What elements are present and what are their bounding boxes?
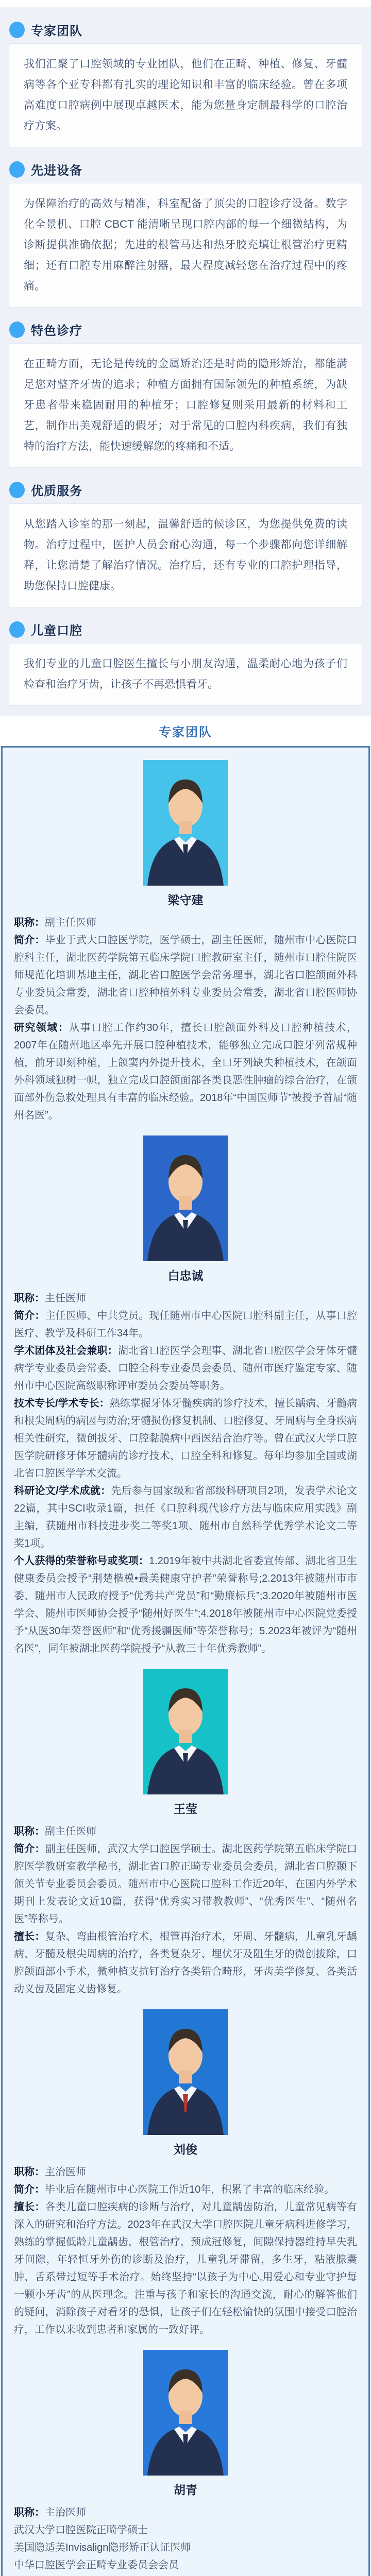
section-advanced-equipment	[0, 160, 371, 307]
section-children-dental	[0, 620, 371, 705]
doctor-card-3	[14, 1669, 357, 1998]
field-text: 主治医师	[45, 2166, 86, 2178]
doctor-field	[14, 2574, 357, 2576]
doctor-field	[14, 914, 357, 931]
doctor-photo	[143, 2009, 228, 2135]
team-title-band	[0, 716, 371, 746]
section-title: 儿童口腔	[31, 624, 82, 638]
field-label: 科研论文/学术成就：	[14, 1485, 111, 1497]
section-body: 我们汇聚了口腔领域的专业团队，他们在正畸、种植、修复、牙髓病等各个亚专科都有扎实的理论知识和丰富的临床经验。曾在多项高难度口腔病例中展现卓越医术，能为您量身定制最科学的口腔治疗方案。	[24, 58, 347, 132]
doctor-field	[14, 1342, 357, 1395]
section-card	[9, 643, 362, 705]
doctor-photo	[143, 760, 228, 886]
doctor-name: 胡青	[174, 2483, 197, 2497]
bullet-icon	[9, 161, 25, 178]
bullet-icon	[9, 482, 25, 498]
field-text: 毕业于武大口腔医学院，医学硕士，副主任医师，随州市中心医院口腔科主任，湖北医药学院第五临床学院口腔教研室主任，随州市口腔住院医师规范化培训基地主任，湖北省口腔医学会常务理事，湖北省口腔颌面外科专业委员会常委，湖北省口腔种植外科专业委员会常委，湖北省口腔医师协会委员。	[14, 935, 357, 1016]
section-quality-service	[0, 481, 371, 607]
doctor-name: 王莹	[174, 1802, 197, 1816]
section-body: 在正畸方面，无论是传统的金属矫治还是时尚的隐形矫治，都能满足您对整齐牙齿的追求；种植方面拥有国际领先的种植系统，为缺牙患者带来稳固耐用的种植牙；口腔修复则采用最新的材料和工艺，制作出美观舒适的假牙；对于常见的口腔内科疾病，我们有独特的治疗方法，能快速缓解您的疼痛和不适。	[24, 358, 347, 452]
field-label: 职称：	[14, 2507, 45, 2518]
field-text: 主任医师	[45, 1293, 86, 1304]
doctor-field	[14, 1840, 357, 1928]
doctor-field	[14, 2539, 357, 2556]
field-label: 学术团体及社会兼职：	[14, 1345, 118, 1357]
doctor-card-5	[14, 2350, 357, 2576]
section-card	[9, 44, 362, 147]
field-label: 个人获得的荣誉称号或奖项：	[14, 1555, 149, 1567]
section-heading	[9, 620, 362, 638]
bullet-icon	[9, 321, 25, 338]
doctor-field	[14, 2521, 357, 2539]
field-label: 简介：	[14, 935, 45, 946]
doctor-field	[14, 2198, 357, 2338]
doctor-card-2	[14, 1136, 357, 1657]
section-body: 为保障治疗的高效与精准，科室配备了顶尖的口腔诊疗设备。数字化全景机、口腔 CBCT 能清晰呈现口腔内部的每一个细微结构，为诊断提供准确依据；先进的根管马达和热牙胶充填让根管治疗更精细；还有口腔专用麻醉注射器，最大程度减轻您在治疗过程中的疼痛。	[24, 198, 347, 292]
doctor-field	[14, 2556, 357, 2574]
doctor-field	[14, 1552, 357, 1657]
doctor-card-1	[14, 760, 357, 1124]
person-avatar-icon	[143, 1136, 228, 1261]
person-avatar-icon	[143, 760, 228, 886]
field-text: 1.2019年被中共湖北省委宣传部、湖北省卫生健康委员会授予“荆楚楷模•最美健康守护者”荣誉称号;2.2013年被随州市市委、随州市人民政府授予“优秀共产党员”和“勤廉标兵”;3.2020年被随州市医学会、随州市医师协会授予“随州好医生”;4.2018年被随州市中心医院党委授予“从医30年荣誉医师”和“优秀援疆医师”等荣誉称号；5.2023年被评为“随州名医”，同年被湖北医药学院授予“从教三十年优秀教师”。	[14, 1555, 358, 1654]
person-avatar-icon	[143, 1669, 228, 1794]
field-label: 职称：	[14, 1293, 45, 1304]
field-text: 各类儿童口腔疾病的诊断与治疗，对儿童龋齿防治，儿童常见病等有深入的研究和治疗方法。2023年在武汉大学口腔医院儿童牙病科进修学习，熟练的掌握低龄儿童龋齿，根管治疗，预成冠修复，间隙保持器维持早失乳牙间隙，年轻恒牙外伤的诊断及治疗，儿童乳牙滞留，多生牙，粘液腺囊肿，舌系带过短等手术治疗。始终坚持“以孩子为中心,用爱心和专业守护每一颗小牙齿”的从医理念。注重与孩子和家长的沟通交流，耐心的解答他们的疑问，消除孩子对看牙的恐惧，让孩子们在轻松愉快的氛围中接受口腔治疗，工作以来收到患者和家属的一致好评。	[14, 2201, 357, 2335]
field-label: 职称：	[14, 917, 45, 928]
doctor-field	[14, 931, 357, 1019]
doctor-field	[14, 1019, 357, 1124]
doctor-name: 梁守建	[167, 893, 204, 907]
field-label: 职称：	[14, 1826, 45, 1837]
section-heading	[9, 481, 362, 499]
field-label: 简介：	[14, 2184, 45, 2195]
field-text: 湖北省口腔医学会理事、湖北省口腔医学会牙体牙髓病学专业委员会常委、口腔全科专业委员会委员、随州市医疗鉴定专家、随州市中心医院高级职称评审委员会委员等职务。	[14, 1345, 357, 1392]
field-label: 擅长：	[14, 1931, 45, 1942]
field-text: 副主任医师，武汉大学口腔医学硕士。湖北医药学院第五临床学院口腔医学教研室教学秘书，湖北省口腔正畸专业委员会委员，湖北省口腔颞下颌关节专业委员会委员。随州市中心医院口腔科工作近20年，在国内外学术期刊上发表论文近10篇，获得“优秀实习带教教师”、“优秀医生”、“随州名医”等称号。	[14, 1843, 357, 1925]
section-featured-treatment	[0, 320, 371, 467]
doctor-field	[14, 1290, 357, 1307]
bullet-icon	[9, 621, 25, 638]
field-label: 擅长：	[14, 2201, 45, 2213]
expert-team-panel	[1, 746, 370, 2576]
section-card	[9, 183, 362, 307]
team-title: 专家团队	[159, 725, 212, 739]
field-text: 中华口腔医学会正畸专业委员会会员	[14, 2560, 179, 2571]
field-text: 先后参与国家级和省部级科研项目2项，发表学术论文22篇，其中SCI收录1篇，担任《口腔科现代诊疗方法与临床应用实践》副主编，获随州市科技进步奖二等奖1项、随州市自然科学优秀学术论文二等奖1项。	[14, 1485, 358, 1549]
doctor-photo	[143, 1136, 228, 1261]
doctor-field	[14, 1307, 357, 1342]
section-title: 专家团队	[31, 24, 82, 38]
doctor-field	[14, 2504, 357, 2521]
field-text: 熟练掌握牙体牙髓疾病的诊疗技术，擅长龋病、牙髓病和根尖周病的病因与防治;牙髓损伤修复机制、口腔修复、牙周病与全身疾病相关性研究，微创拔牙、口腔黏膜病中西医结合治疗等。曾在武汉大学口腔医学院研修牙体牙髓病的诊疗技术、口腔全科和修复。每年均参加全国或湖北省口腔医学学术交流。	[14, 1398, 358, 1479]
doctor-photo	[143, 1669, 228, 1794]
section-heading	[9, 320, 362, 338]
section-expert-team-intro	[0, 21, 371, 147]
section-body: 我们专业的儿童口腔医生擅长与小朋友沟通，温柔耐心地为孩子们检查和治疗牙齿，让孩子不再恐惧看牙。	[24, 658, 347, 690]
field-text: 从事口腔工作约30年，擅长口腔颌面外科及口腔种植技术，2007年在随州地区率先开展口腔种植技术，能够独立完成口腔牙列常规种植，前牙即刻种植，上颌窦内外提升技术，全口牙列缺失种植技术，在颌面外科领域独树一帜，独立完成口腔颌面部各类良恶性肿瘤的综合治疗，在颌面部外伤急救处理具有丰富的临床经验。2018年“中国医师节”被授予首届“随州名医”。	[14, 1022, 358, 1121]
doctor-field	[14, 1928, 357, 1998]
doctor-field	[14, 2163, 357, 2181]
field-label: 技术专长/学术专长：	[14, 1398, 110, 1409]
section-title: 优质服务	[31, 484, 82, 498]
field-text: 美国隐适美Invisalign隐形矫正认证医师	[14, 2542, 191, 2553]
doctor-name: 白忠诚	[167, 1269, 204, 1282]
section-card	[9, 504, 362, 607]
field-text: 副主任医师	[45, 917, 96, 928]
doctor-card-4	[14, 2009, 357, 2338]
doctor-field	[14, 1395, 357, 1482]
field-label: 简介：	[14, 1310, 45, 1321]
section-card	[9, 344, 362, 467]
field-text: 武汉大学口腔医院正畸学硕士	[14, 2524, 148, 2536]
section-title: 特色诊疗	[31, 324, 82, 338]
person-avatar-icon	[143, 2350, 228, 2476]
field-label: 研究领域：	[14, 1022, 70, 1033]
field-text: 副主任医师	[45, 1826, 96, 1837]
doctor-name: 刘俊	[174, 2143, 197, 2156]
section-heading	[9, 160, 362, 178]
field-text: 主任医师、中共党员。现任随州市中心医院口腔科副主任，从事口腔医疗、教学及科研工作34年。	[14, 1310, 357, 1339]
bullet-icon	[9, 22, 25, 38]
top-spacer	[0, 0, 371, 7]
doctor-field	[14, 2181, 357, 2198]
field-text: 主治医师	[45, 2507, 86, 2518]
section-title: 先进设备	[31, 164, 82, 178]
person-avatar-icon	[143, 2009, 228, 2135]
field-text: 毕业后在随州市中心医院工作近10年，积累了丰富的临床经验。	[45, 2184, 335, 2195]
field-label: 简介：	[14, 1843, 45, 1855]
section-heading	[9, 21, 362, 39]
doctor-field	[14, 1482, 357, 1552]
section-body: 从您踏入诊室的那一刻起，温馨舒适的候诊区，为您提供免费的读物。治疗过程中，医护人员会耐心沟通，每一个步骤都向您详细解释，让您清楚了解治疗情况。治疗后，还有专业的口腔护理指导，助您保持口腔健康。	[24, 518, 347, 592]
doctor-photo	[143, 2350, 228, 2476]
field-text: 复杂、弯曲根管治疗术，根管再治疗术，牙周、牙髓病，儿童乳牙龋病、牙髓及根尖周病的治疗，各类复杂牙、埋伏牙及阻生牙的微创拔除，口腔颌面部小手术，微种植支抗钉治疗各类错合畸形，牙齿美学修复、各类活动义齿及固定义齿修复。	[14, 1931, 357, 1995]
field-label: 职称：	[14, 2166, 45, 2178]
doctor-field	[14, 1823, 357, 1840]
